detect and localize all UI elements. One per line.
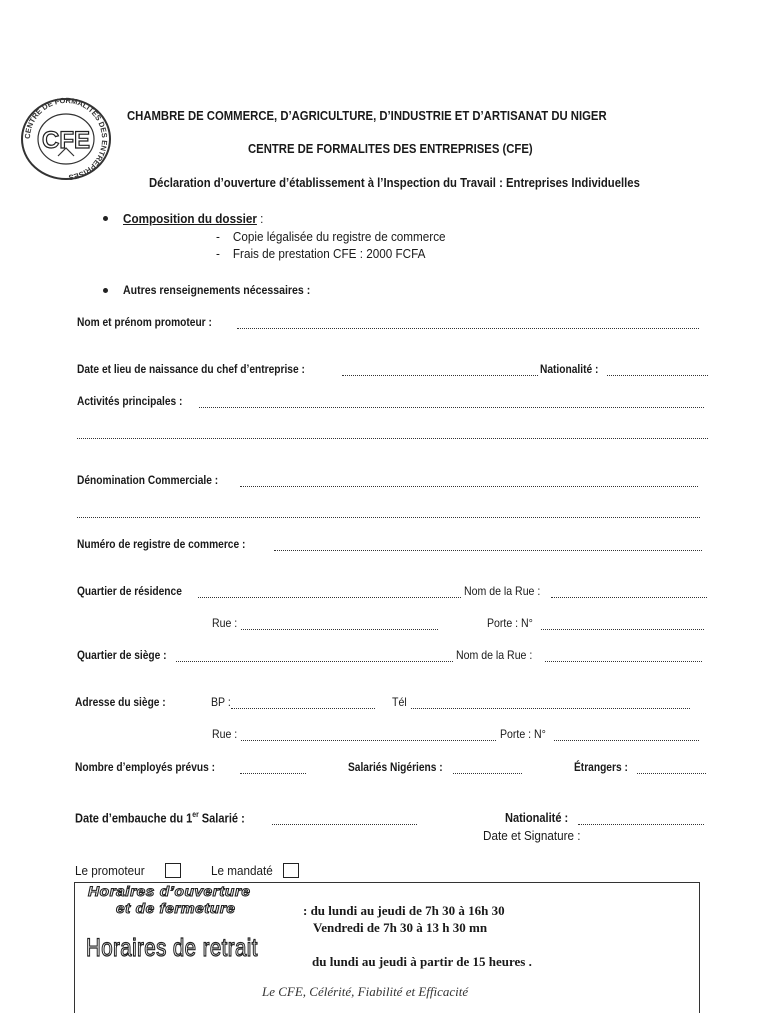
dossier-heading (123, 211, 279, 226)
header-declaration-title: Déclaration d’ouverture d’établissement à l’Inspection du Travail : Entreprises Individuelles (149, 175, 640, 190)
label-bp: BP : (211, 695, 231, 709)
bullet-dossier (103, 216, 108, 221)
field-bp[interactable] (231, 708, 375, 709)
label-date-embauche: Date d’embauche du 1er Salarié : (75, 810, 245, 826)
field-denomination-2[interactable] (77, 517, 700, 518)
dossier-title-colon: : (256, 211, 264, 226)
cfe-seal-logo (18, 96, 114, 182)
field-etrangers[interactable] (637, 773, 706, 774)
opening-hours-title-2: et de fermeture (116, 900, 236, 916)
label-porte-1: Porte : N° (487, 616, 533, 630)
label-nationalite-2: Nationalité : (505, 810, 569, 825)
label-salaries-nigeriens: Salariés Nigériens : (348, 760, 443, 774)
header-chamber-title: CHAMBRE DE COMMERCE, D’AGRICULTURE, D’INDUSTRIE ET D’ARTISANAT DU NIGER (127, 108, 607, 123)
label-etrangers: Étrangers : (574, 760, 628, 774)
field-tel[interactable] (411, 708, 690, 709)
label-le-promoteur: Le promoteur (75, 863, 145, 878)
label-nombre-employes: Nombre d’employés prévus : (75, 760, 216, 774)
seal-cfe-logo-text: CFE (42, 127, 90, 154)
field-quartier-siege[interactable] (176, 661, 453, 662)
label-tel: Tél (392, 695, 407, 709)
field-nom-promoteur[interactable] (237, 328, 699, 329)
label-nom-rue-2: Nom de la Rue : (456, 648, 533, 662)
field-nom-rue-2[interactable] (545, 661, 702, 662)
label-denomination: Dénomination Commerciale : (77, 473, 219, 487)
label-activites-principales: Activités principales : (77, 394, 183, 408)
field-nom-rue-1[interactable] (551, 597, 707, 598)
autres-heading: Autres renseignements nécessaires : (123, 283, 311, 297)
label-nom-rue-1: Nom de la Rue : (464, 584, 541, 598)
field-rue-1[interactable] (241, 629, 438, 630)
label-le-mandate: Le mandaté (211, 863, 273, 878)
opening-hours-title-1: Horaires d’ouverture (88, 883, 251, 899)
label-nationalite-1: Nationalité : (540, 362, 599, 376)
field-numero-registre[interactable] (274, 550, 702, 551)
label-quartier-siege: Quartier de siège : (77, 648, 167, 662)
opening-hours-line-1: : du lundi au jeudi de 7h 30 à 16h 30 (303, 903, 505, 918)
field-activites-1[interactable] (199, 407, 704, 408)
field-nationalite-2[interactable] (578, 824, 704, 825)
field-nombre-employes[interactable] (240, 773, 306, 774)
field-date-lieu-naissance[interactable] (342, 375, 538, 376)
label-date-lieu-naissance: Date et lieu de naissance du chef d’entreprise : (77, 362, 305, 376)
field-salaries-nigeriens[interactable] (453, 773, 522, 774)
label-date-signature: Date et Signature : (483, 828, 581, 843)
field-activites-2[interactable] (77, 438, 708, 439)
field-date-embauche[interactable] (272, 824, 417, 825)
bullet-autres (103, 288, 108, 293)
header-cfe-title: CENTRE DE FORMALITES DES ENTREPRISES (CFE) (248, 141, 533, 156)
seal-ring-text: CENTRE DE FORMALITES DES ENTREPRISES (22, 96, 110, 182)
dossier-item-1: - Copie légalisée du registre de commerce (216, 229, 446, 244)
checkbox-mandate[interactable] (283, 863, 299, 878)
field-porte-1[interactable] (541, 629, 704, 630)
label-nom-promoteur: Nom et prénom promoteur : (77, 315, 212, 329)
field-denomination-1[interactable] (240, 486, 698, 487)
dossier-title: Composition du dossier (123, 211, 257, 226)
label-numero-registre: Numéro de registre de commerce : (77, 537, 246, 551)
opening-hours-line-2: Vendredi de 7h 30 à 13 h 30 mn (313, 920, 488, 935)
field-quartier-residence[interactable] (198, 597, 461, 598)
label-adresse-siege: Adresse du siège : (75, 695, 166, 709)
label-rue-1: Rue : (212, 616, 238, 630)
dossier-item-2: - Frais de prestation CFE : 2000 FCFA (216, 246, 426, 261)
checkbox-promoteur[interactable] (165, 863, 181, 878)
label-porte-2: Porte : N° (500, 727, 546, 741)
field-rue-2[interactable] (241, 740, 496, 741)
label-quartier-residence: Quartier de résidence (77, 584, 182, 598)
retrait-hours-title: Horaires de retrait (86, 934, 258, 962)
label-rue-2: Rue : (212, 727, 238, 741)
field-porte-2[interactable] (554, 740, 699, 741)
footer-motto: Le CFE, Célérité, Fiabilité et Efficacité (262, 984, 469, 999)
retrait-hours-line: du lundi au jeudi à partir de 15 heures . (312, 954, 532, 969)
field-nationalite-1[interactable] (607, 375, 708, 376)
